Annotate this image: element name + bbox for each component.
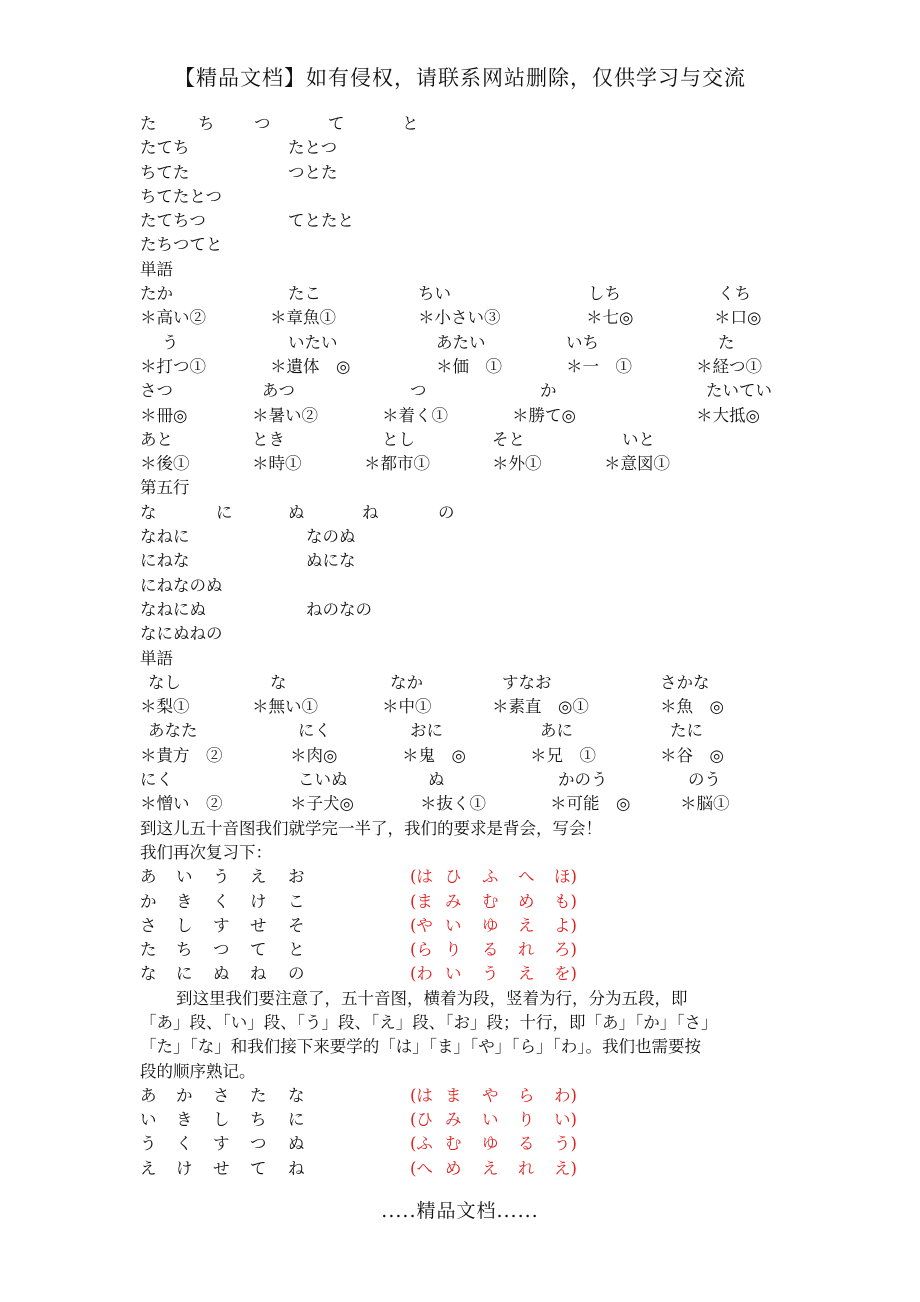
vocab-word: たこ: [288, 284, 321, 304]
vocab-meaning: ＊着く①: [382, 405, 448, 425]
kana-red: (ら: [410, 940, 433, 960]
drill-line: [140, 136, 790, 160]
drill-text: たてち: [140, 138, 190, 158]
kana: あ: [140, 867, 157, 887]
kana-red: を): [554, 964, 577, 984]
kana: い: [176, 867, 193, 887]
kana-red: い): [554, 1110, 577, 1130]
kana: て: [250, 1158, 267, 1178]
kana: す: [213, 915, 230, 935]
kana-red: え: [518, 964, 535, 984]
drill-line: [140, 161, 790, 185]
kana-red: (ひ: [410, 1110, 433, 1130]
paragraph-text: 我们再次复习下：: [140, 842, 272, 862]
page-header: 【精品文档】如有侵权，请联系网站删除，仅供学习与交流: [174, 66, 746, 90]
kana: あ: [140, 1085, 157, 1105]
kana-red: ま: [445, 1085, 462, 1105]
vocab-words: [140, 671, 790, 695]
vocab-word: かのう: [558, 770, 608, 790]
kana: ち: [250, 1110, 267, 1130]
vocab-word: のう: [688, 770, 721, 790]
section-title: [140, 476, 790, 500]
kana-red: (は: [410, 867, 433, 887]
vocab-meanings: [140, 306, 790, 330]
kana: せ: [213, 1158, 230, 1178]
kana: て: [250, 940, 267, 960]
vocab-word: いたい: [288, 332, 338, 352]
kana: さ: [140, 915, 157, 935]
vocab-meaning: ＊鬼 ◎: [402, 745, 466, 765]
kana: つ: [254, 114, 271, 133]
kana-grid-row: [140, 1084, 790, 1108]
kana: な: [140, 964, 157, 984]
drill-text: なねに: [140, 527, 190, 547]
vocab-word: おに: [410, 721, 443, 741]
drill-text: なねにぬ: [140, 599, 206, 619]
vocab-word: あに: [540, 721, 573, 741]
vocab-label: [140, 258, 790, 282]
vocab-meanings: [140, 792, 790, 816]
kana: こ: [288, 891, 305, 911]
section-label: 単語: [140, 648, 173, 668]
kana-red: ひ: [445, 867, 462, 887]
kana-red: み: [445, 1110, 462, 1130]
vocab-meaning: ＊谷 ◎: [660, 745, 724, 765]
vocab-meanings: [140, 744, 790, 768]
kana-grid-row: [140, 1108, 790, 1132]
page-content: [140, 112, 790, 1181]
drill-text: ぬにな: [306, 551, 356, 571]
vocab-words: [140, 282, 790, 306]
kana: ぬ: [213, 964, 230, 984]
vocab-meaning: ＊暑い②: [252, 405, 318, 425]
drill-text: てとたと: [288, 211, 354, 231]
vocab-meanings: [140, 404, 790, 428]
kana-red: ら: [518, 1085, 535, 1105]
kana-red: ほ): [554, 867, 577, 887]
drill-text: ちてたとつ: [140, 186, 223, 206]
vocab-meaning: ＊遺体 ◎: [270, 356, 351, 376]
kana: の: [438, 502, 455, 522]
kana: に: [216, 502, 233, 522]
vocab-word: か: [540, 381, 557, 401]
kana: な: [288, 1085, 305, 1105]
kana: ね: [288, 1158, 305, 1178]
kana-red: も): [554, 891, 577, 911]
kana-red: ろ): [554, 940, 577, 960]
vocab-word: とし: [382, 429, 415, 449]
vocab-meaning: ＊兄 ①: [530, 745, 596, 765]
kana-red: ゆ: [482, 1134, 499, 1154]
vocab-meaning: ＊勝て◎: [512, 405, 576, 425]
kana: う: [140, 1134, 157, 1154]
kana-red: い: [445, 964, 462, 984]
kana: ぬ: [288, 502, 305, 522]
vocab-meaning: ＊章魚①: [270, 308, 336, 328]
vocab-meaning: ＊冊◎: [140, 405, 188, 425]
vocab-word: さつ: [140, 381, 173, 401]
kana-grid-row: [140, 914, 790, 938]
kana: に: [176, 964, 193, 984]
kana-red: え): [554, 1158, 577, 1178]
vocab-label: [140, 647, 790, 671]
vocab-meaning: ＊梨①: [140, 697, 190, 717]
kana-grid-row: [140, 890, 790, 914]
vocab-meanings: [140, 355, 790, 379]
vocab-meaning: ＊小さい③: [418, 308, 501, 328]
vocab-word: すなお: [502, 672, 552, 692]
vocab-word: にく: [140, 770, 173, 790]
drill-text: つとた: [288, 162, 338, 182]
vocab-meaning: ＊都市①: [364, 454, 430, 474]
kana-red: え: [482, 1158, 499, 1178]
kana: な: [140, 502, 157, 522]
kana-red: め: [445, 1158, 462, 1178]
vocab-word: つ: [410, 381, 427, 401]
vocab-word: さかな: [660, 672, 710, 692]
kana: き: [176, 1110, 193, 1130]
vocab-meaning: ＊七◎: [586, 308, 634, 328]
kana-red: ふ: [482, 867, 499, 887]
vocab-meaning: ＊大抵◎: [696, 405, 760, 425]
drill-text: たちつてと: [140, 235, 223, 255]
column-table: [140, 1084, 790, 1181]
vocab-meaning: ＊脳①: [680, 794, 730, 814]
vocab-meaning: ＊後①: [140, 454, 190, 474]
vocab-meaning: ＊高い②: [140, 308, 206, 328]
kana-red: (わ: [410, 964, 433, 984]
kana-red: い: [482, 1110, 499, 1130]
kana: さ: [213, 1085, 230, 1105]
drill-text: ねのなの: [306, 599, 372, 619]
kana: た: [140, 940, 157, 960]
kana: ね: [250, 964, 267, 984]
review-intro: [140, 817, 790, 841]
vocab-word: そと: [492, 429, 525, 449]
kana-grid-row: [140, 865, 790, 889]
kana-red: る: [518, 1134, 535, 1154]
vocab-meanings: [140, 695, 790, 719]
kana: た: [250, 1085, 267, 1105]
vocab-meaning: ＊意図①: [604, 454, 670, 474]
vocab-meaning: ＊外①: [492, 454, 542, 474]
vocab-word: あたい: [436, 332, 486, 352]
note-line: [140, 987, 790, 1011]
paragraph-text: 到这里我们要注意了，五十音图，横着为段，竖着为行，分为五段，即: [176, 988, 688, 1008]
kana: け: [250, 891, 267, 911]
vocab-words: [140, 768, 790, 792]
kana: ち: [198, 114, 215, 133]
kana: く: [213, 891, 230, 911]
drill-line: [140, 598, 790, 622]
kana-grid-row: [140, 1157, 790, 1181]
vocab-meaning: ＊価 ①: [436, 356, 502, 376]
vocab-word: ぬ: [428, 770, 445, 790]
kana: に: [288, 1110, 305, 1130]
drill-line: [140, 525, 790, 549]
drill-line: [140, 209, 790, 233]
review-table: [140, 865, 790, 986]
kana: つ: [250, 1134, 267, 1154]
vocab-meaning: ＊中①: [382, 697, 432, 717]
kana-red: り: [518, 1110, 535, 1130]
kana-red: め: [518, 891, 535, 911]
drill-text: にねな: [140, 551, 190, 571]
kana-red: り: [445, 940, 462, 960]
kana-grid-row: [140, 962, 790, 986]
kana-red: (ふ: [410, 1134, 433, 1154]
vocab-meaning: ＊一 ①: [566, 356, 632, 376]
page-footer: .....精品文档......: [381, 1200, 539, 1222]
kana-red: う: [482, 964, 499, 984]
drill-line: [140, 574, 790, 598]
drill-line: [140, 622, 790, 646]
kana: そ: [288, 915, 305, 935]
vocab-word: う: [162, 332, 179, 352]
kana-red: ゆ: [482, 915, 499, 935]
vocab-meaning: ＊時①: [252, 454, 302, 474]
vocab-words: [140, 331, 790, 355]
kana-red: (ま: [410, 891, 433, 911]
kana-red: い: [445, 915, 462, 935]
kana: き: [176, 891, 193, 911]
kana: ち: [176, 940, 193, 960]
kana-red: み: [445, 891, 462, 911]
vocab-word: ちい: [418, 284, 451, 304]
vocab-meaning: ＊抜く①: [420, 794, 486, 814]
kana: ぬ: [288, 1134, 305, 1154]
kana: ね: [362, 502, 379, 522]
kana-red: れ: [518, 940, 535, 960]
kana-red: れ: [518, 1158, 535, 1178]
vocab-meaning: ＊貴方 ②: [140, 745, 223, 765]
drill-text: たてちつ: [140, 211, 206, 231]
kana: て: [328, 114, 345, 133]
note-line: [140, 1035, 790, 1059]
vocab-words: [140, 379, 790, 403]
vocab-meaning: ＊無い①: [252, 697, 318, 717]
drill-text: たとつ: [288, 138, 338, 158]
vocab-word: いと: [622, 429, 655, 449]
kana-red: え: [518, 915, 535, 935]
paragraph-text: 段的顺序熟记。: [140, 1061, 256, 1081]
kana: つ: [213, 940, 230, 960]
drill-text: なのぬ: [306, 527, 356, 547]
kana: し: [213, 1110, 230, 1130]
kana-row-ta: [140, 112, 790, 136]
kana-red: (や: [410, 915, 433, 935]
vocab-meaning: ＊魚 ◎: [660, 697, 724, 717]
vocab-word: た: [718, 332, 735, 352]
kana: え: [250, 867, 267, 887]
vocab-word: こいぬ: [298, 770, 348, 790]
note-line: [140, 1011, 790, 1035]
vocab-words: [140, 719, 790, 743]
vocab-word: たか: [140, 284, 173, 304]
kana: せ: [250, 915, 267, 935]
kana-grid-row: [140, 1132, 790, 1156]
kana: う: [213, 867, 230, 887]
vocab-word: とき: [252, 429, 285, 449]
kana: と: [402, 114, 419, 133]
vocab-word: くち: [718, 284, 751, 304]
kana-red: や: [482, 1085, 499, 1105]
drill-line: [140, 233, 790, 257]
kana: の: [288, 964, 305, 984]
kana-red: る: [482, 940, 499, 960]
vocab-word: いち: [566, 332, 599, 352]
vocab-meaning: ＊打つ①: [140, 356, 206, 376]
vocab-meaning: ＊子犬◎: [290, 794, 354, 814]
vocab-words: [140, 428, 790, 452]
vocab-word: なか: [390, 672, 423, 692]
kana-grid-row: [140, 938, 790, 962]
section-label: 単語: [140, 259, 173, 279]
paragraph-text: 「あ」段、「い」段、「う」段、「え」段、「お」段；十行，即「あ」「か」「さ」: [140, 1012, 718, 1032]
review-intro: [140, 841, 790, 865]
kana-red: (は: [410, 1085, 433, 1105]
kana-red: む: [445, 1134, 462, 1154]
kana: す: [213, 1134, 230, 1154]
kana: え: [140, 1158, 157, 1178]
vocab-word: あなた: [148, 721, 198, 741]
vocab-word: あと: [140, 429, 173, 449]
kana: し: [176, 915, 193, 935]
drill-text: なにぬねの: [140, 624, 223, 644]
kana-red: む: [482, 891, 499, 911]
note-line: [140, 1060, 790, 1084]
vocab-meaning: ＊素直 ◎①: [492, 697, 589, 717]
vocab-word: あつ: [262, 381, 295, 401]
kana-red: よ): [554, 915, 577, 935]
paragraph-text: 到这儿五十音图我们就学完一半了，我们的要求是背会，写会！: [140, 818, 602, 838]
vocab-word: しち: [588, 284, 621, 304]
vocab-word: なし: [148, 672, 181, 692]
kana: と: [288, 940, 305, 960]
vocab-word: たいてい: [706, 381, 772, 401]
kana: い: [140, 1110, 157, 1130]
vocab-word: にく: [298, 721, 331, 741]
vocab-meaning: ＊憎い ②: [140, 794, 223, 814]
kana: た: [140, 114, 157, 133]
kana: け: [176, 1158, 193, 1178]
drill-line: [140, 549, 790, 573]
kana: か: [140, 891, 157, 911]
drill-text: にねなのぬ: [140, 575, 223, 595]
paragraph-text: 「た」「な」和我们接下来要学的「は」「ま」「や」「ら」「わ」。我们也需要按: [140, 1037, 701, 1057]
vocab-word: な: [270, 672, 287, 692]
kana-red: へ: [518, 867, 535, 887]
vocab-meaning: ＊経つ①: [696, 356, 762, 376]
drill-text: ちてた: [140, 162, 190, 182]
vocab-meaning: ＊肉◎: [290, 745, 338, 765]
vocab-meaning: ＊可能 ◎: [550, 794, 631, 814]
kana: か: [176, 1085, 193, 1105]
kana-row-na: [140, 501, 790, 525]
kana-red: う): [554, 1134, 577, 1154]
kana-red: (へ: [410, 1158, 433, 1178]
vocab-word: たに: [670, 721, 703, 741]
vocab-meaning: ＊口◎: [714, 308, 762, 328]
kana-red: わ): [554, 1085, 577, 1105]
drill-line: [140, 185, 790, 209]
section-heading: 第五行: [140, 478, 190, 498]
kana: お: [288, 867, 305, 887]
vocab-meanings: [140, 452, 790, 476]
kana: く: [176, 1134, 193, 1154]
